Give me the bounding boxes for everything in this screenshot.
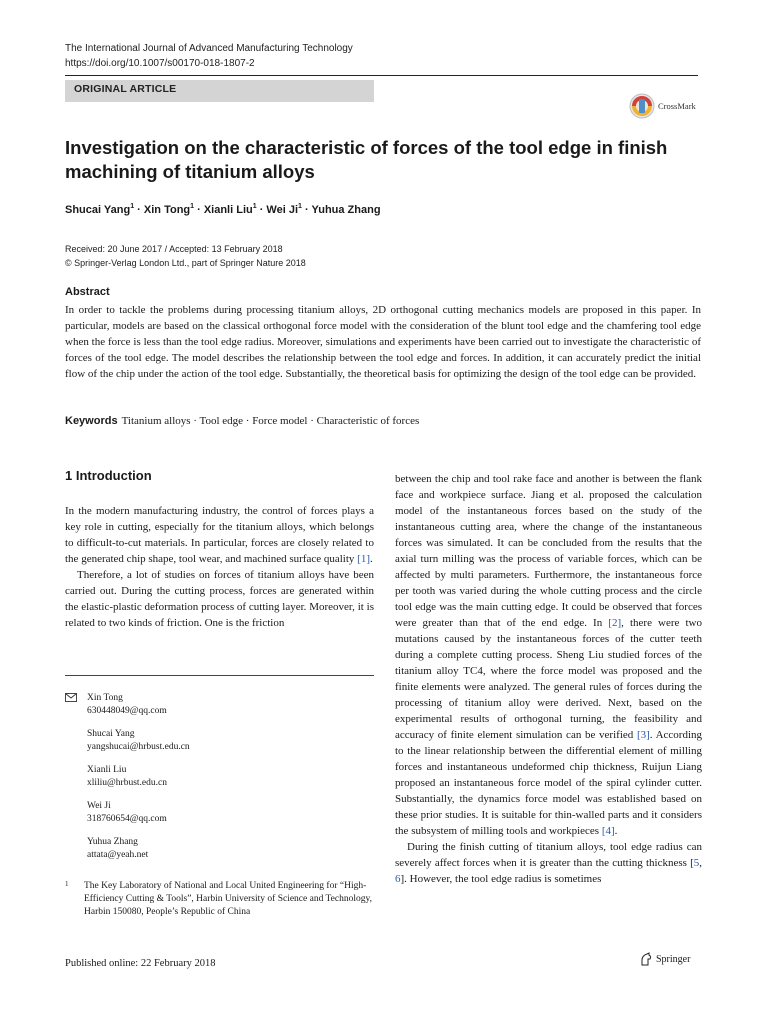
contact-email[interactable]: 318760654@qq.com bbox=[87, 814, 167, 824]
section-heading-introduction: 1 Introduction bbox=[65, 468, 152, 483]
affiliation-footnote bbox=[65, 880, 374, 919]
publisher-logo bbox=[639, 952, 690, 966]
published-online: Published online: 22 February 2018 bbox=[65, 958, 216, 969]
body-column-right bbox=[395, 471, 702, 887]
contact-email[interactable]: xliliu@hrbust.edu.cn bbox=[87, 778, 167, 788]
contact-name: Shucai Yang bbox=[87, 729, 135, 739]
copyright-line: © Springer-Verlag London Ltd., part of Springer Nature 2018 bbox=[65, 258, 306, 268]
crossmark-icon bbox=[629, 93, 655, 119]
doi-link[interactable]: https://doi.org/10.1007/s00170-018-1807-2 bbox=[65, 58, 255, 69]
author-list: Shucai Yang$^1$ · Xin Tong$^1$ · Xianli Liu$^1$ · Wei $Ji^1$ · Yuhua Zhang bbox=[65, 203, 381, 216]
citation-link[interactable]: [3] bbox=[636, 729, 650, 741]
affiliation-text: The Key Laboratory of National and Local United Engineering for “High-Efficiency Cutting & Tools”, Harbin University of Science and Technology, Harbin 150080, People’s Republic of China bbox=[84, 881, 373, 917]
article-title: Investigation on the characteristic of forces of the tool edge in finish machining of titanium alloys bbox=[65, 137, 668, 182]
affiliation-sup: 1 bbox=[65, 880, 69, 888]
paragraph: between the chip and tool rake face and another is between the flank face and workpiece surface. Jiang et al. proposed the calculation model of the instantaneous forces based on the study of the instantaneous cutting area, where the change of the instantaneous forces was simulated. It can be concluded from the results that the axial turn milling was the process of variable forces, which can be affected by multi parameters. Furthermore, the instantaneous force per tooth was varied during the whole cutting process and the circle tool edge was the main cutting edge. It could be observed that forces were greater than that of the end edge. In [2], there were two mutations caused by the instantaneous forces of the cutter teeth during a complete cutting process. Sheng Liu studied forces of the titanium alloy TC4, where the force model was proposed and the finite elements were analyzed. The general rules of forces during the processing of titanium alloy were derived. Next, based on the experimental results of orthogonal turning, the feasibility and accuracy of finite element simulation can be verified [3]. According to the linear relationship between the differential element of milling forces and instantaneous undeformed chip thickness, Ruijun Liang proposed an instantaneous force model of the spiral cylinder cutter. Substantially, the dynamics force model was established based on these prior studies. It is suitable for thin-walled parts and it considers the subsystem of milling tools and workpieces [4]. bbox=[395, 473, 703, 837]
citation-link[interactable]: [1] bbox=[357, 553, 370, 565]
body-column-left bbox=[65, 503, 374, 631]
citation-link[interactable]: 6 bbox=[395, 873, 401, 885]
author-affiliation-sup: 1 bbox=[190, 203, 195, 210]
header-rule bbox=[65, 75, 698, 76]
keywords-line bbox=[65, 415, 419, 427]
author-name[interactable]: Xianli Liu bbox=[203, 204, 253, 216]
footnote-rule bbox=[65, 675, 374, 676]
citation-link[interactable]: 5 bbox=[693, 857, 700, 869]
abstract-text: In order to tackle the problems during processing titanium alloys, 2D orthogonal cutting mechanics models are proposed in this paper. In particular, models are based on the classical orthogonal force model with the consideration of the blunt tool edge and the chamfering tool edge when the force is less than the tool edge radius. Moreover, simulations and experiments have been carried out to investigate the characteristic of forces of the tool edge. The model describes the relationship between the tool edge and forces. In addition, it can accurately predict the initial flow of the chip under the action of the tool edge. Substantially, the theoretical basis for optimizing the design of the tool edge can be provided. bbox=[65, 304, 701, 380]
author-affiliation-sup: 1 bbox=[298, 203, 302, 210]
springer-horse-icon bbox=[639, 952, 653, 966]
crossmark-label: CrossMark bbox=[658, 101, 696, 111]
contact-entry bbox=[65, 764, 374, 790]
publisher-name: Springer bbox=[656, 953, 691, 965]
keywords-label: Keywords bbox=[65, 415, 118, 427]
contact-email[interactable]: 630448049@qq.com bbox=[87, 706, 167, 716]
paragraph: During the finish cutting of titanium alloys, tool edge radius can severely affect forces when it is greater than the cutting thickness [5, 6]. However, the tool edge radius is sometimes bbox=[395, 841, 702, 885]
paragraph: In the modern manufacturing industry, the control of forces plays a key role in cutting, especially for the titanium alloys, which belongs to difficult-to-cut materials. In particular, forces are closely related to the generated chip shape, tool wear, and machined surface quality [1]. bbox=[65, 505, 374, 565]
contact-name: Yuhua Zhang bbox=[87, 837, 138, 847]
author-name[interactable]: Wei Ji bbox=[266, 204, 299, 216]
contact-entry bbox=[65, 728, 374, 754]
citation-link[interactable]: [4] bbox=[601, 825, 615, 837]
journal-name: The International Journal of Advanced Manufacturing Technology bbox=[65, 43, 353, 54]
contact-name: Wei Ji bbox=[87, 801, 111, 811]
contact-entry bbox=[65, 836, 374, 862]
contact-name: Xianli Liu bbox=[87, 765, 127, 775]
contact-email[interactable]: attata@yeah.net bbox=[87, 850, 149, 860]
article-dates bbox=[65, 242, 306, 270]
article-type-band bbox=[65, 80, 374, 102]
author-name[interactable]: Yuhua Zhang bbox=[311, 204, 381, 216]
author-affiliation-sup: 1 bbox=[130, 203, 135, 210]
paragraph: Therefore, a lot of studies on forces of titanium alloys have been carried out. During the cutting process, forces are generated within the elastic-plastic deformation process of cutting layer. Moreover, it is related to two kinds of friction. One is the friction bbox=[65, 569, 374, 629]
contact-block bbox=[65, 692, 374, 872]
received-accepted: Received: 20 June 2017 / Accepted: 13 February 2018 bbox=[65, 244, 283, 254]
journal-header bbox=[65, 41, 353, 71]
article-type-label: ORIGINAL ARTICLE bbox=[74, 83, 177, 95]
contact-name: Xin Tong bbox=[87, 693, 123, 703]
abstract-heading: Abstract bbox=[65, 286, 110, 298]
author-affiliation-sup: 1 bbox=[252, 203, 257, 210]
keywords-list: Titanium alloys · Tool edge · Force model · Characteristic of forces bbox=[121, 415, 420, 427]
author-name[interactable]: Xin Tong bbox=[143, 204, 191, 216]
contact-entry bbox=[65, 800, 374, 826]
contact-entry bbox=[65, 692, 374, 718]
citation-link[interactable]: [2] bbox=[608, 617, 622, 629]
author-name[interactable]: Shucai Yang bbox=[65, 204, 131, 216]
crossmark-badge[interactable] bbox=[629, 93, 696, 119]
contact-email[interactable]: yangshucai@hrbust.edu.cn bbox=[87, 742, 190, 752]
